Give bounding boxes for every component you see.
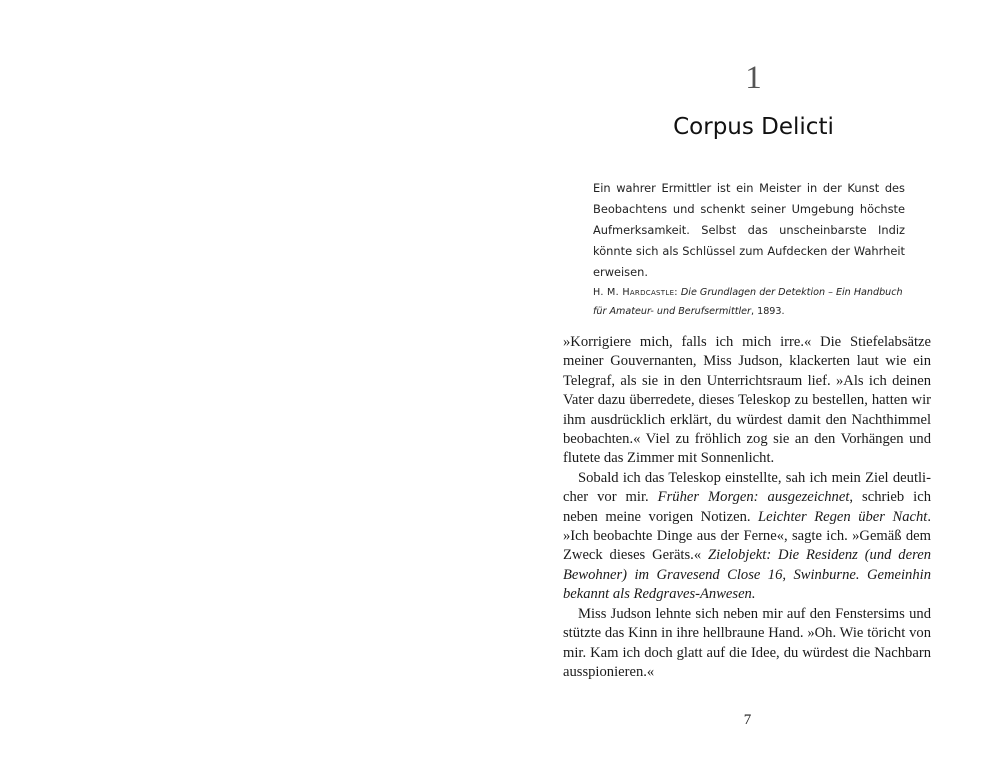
epigraph xyxy=(593,178,905,321)
body-text xyxy=(563,333,931,682)
epigraph-source xyxy=(593,283,905,321)
paragraph-2-italic-b: Früher Morgen: ausgezeichnet xyxy=(657,489,850,506)
epigraph-work: Die Grundlagen der Detektion – Ein Handbuch für Amateur- und Berufsermittler xyxy=(593,287,903,317)
epigraph-year: , 1893. xyxy=(751,306,785,317)
chapter-title: Corpus Delicti xyxy=(673,114,834,140)
paragraph-2-italic-f: Zielobjekt: Die Residenz (und deren Bewohner) im Gravesend Close 16, Swinburne. Gemeinhin bekannt als Redgraves-Anwesen. xyxy=(563,547,931,603)
page-number: 7 xyxy=(743,712,752,728)
paragraph-2 xyxy=(563,469,931,605)
right-page xyxy=(500,0,1000,778)
chapter-number: 1 xyxy=(745,60,762,96)
paragraph-1: »Korrigiere mich, falls ich mich irre.« Die Stiefelabsätze meiner Gouvernanten, Miss Judson, klackerten laut wie ein Telegraf, als sie in den Unterrichtsraum lief. »Als ich deinen Vater dazu überredete, dieses Teleskop zu bestellen, hatten wir ihm ausdrücklich erklärt, du würdest damit den Nachthimmel beobachten.« Viel zu fröhlich zog sie an den Vorhängen und flutete das Zimmer mit Sonnenlicht. xyxy=(563,334,931,467)
epigraph-author: H. M. Hardcastle: xyxy=(593,287,678,298)
paragraph-2-part-c: , schrieb ich neben meine vorigen Notizen. xyxy=(563,489,931,525)
paragraph-2-part-e: . »Ich beobachte Dinge aus der Ferne«, sagte ich. »Gemäß dem Zweck dieses Geräts.« xyxy=(563,508,931,564)
paragraph-2-italic-d: Leichter Regen über Nacht xyxy=(758,508,928,525)
paragraph-2-part-a: Sobald ich das Teleskop einstellte, sah ich mein Ziel deutlicher vor mir. xyxy=(563,469,931,506)
epigraph-text: Ein wahrer Ermittler ist ein Meister in der Kunst des Beobachtens und schenkt seiner Umgebung höchste Aufmerksamkeit. Selbst das unscheinbarste Indiz könnte sich als Schlüssel zum Aufdecken der Wahrheit erweisen. xyxy=(593,181,905,279)
paragraph-3: Miss Judson lehnte sich neben mir auf den Fenstersims und stützte das Kinn in ihre hellbraune Hand. »Oh. Wie töricht von mir. Kam ich doch glatt auf die Idee, du würdest die Nachbarn ausspionieren.« xyxy=(563,605,931,680)
